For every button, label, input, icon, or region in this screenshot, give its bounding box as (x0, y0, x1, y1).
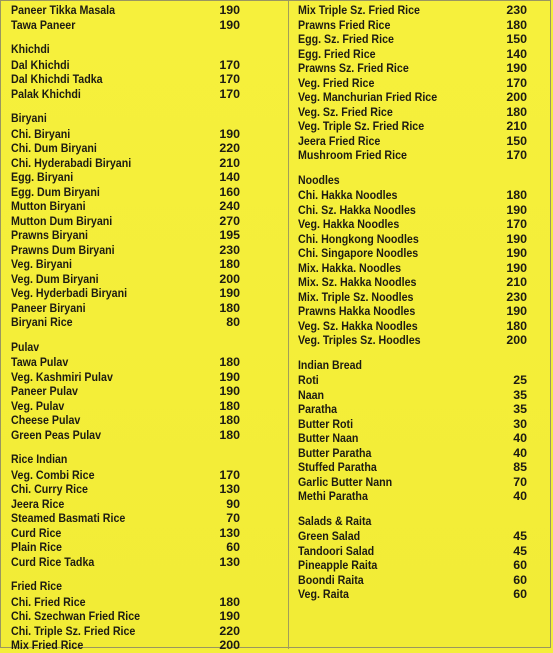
menu-item (298, 134, 552, 149)
menu-item-name: Veg. Manchurian Fried Rice (298, 90, 438, 104)
menu-item (298, 388, 552, 403)
menu-item-price: 140 (219, 170, 240, 184)
menu-item-price: 45 (513, 543, 527, 558)
menu-item-name: Egg. Sz. Fried Rice (298, 32, 394, 46)
menu-item-name: Tawa Paneer (11, 17, 76, 32)
menu-item-name: Chi. Hyderabadi Biryani (11, 155, 132, 170)
menu-item-price: 220 (219, 141, 240, 155)
menu-item-price: 170 (219, 72, 240, 86)
menu-item (11, 199, 283, 214)
menu-item (11, 555, 283, 570)
menu-item-price: 160 (219, 184, 240, 199)
menu-item-name: Pineapple Raita (298, 558, 378, 572)
menu-item (11, 127, 283, 142)
menu-item (298, 475, 552, 490)
menu-item-price: 200 (506, 333, 527, 347)
menu-item (11, 315, 283, 330)
menu-item (11, 511, 283, 526)
menu-item-price: 85 (513, 460, 527, 474)
menu-item-price: 40 (513, 431, 527, 445)
menu-item-price: 190 (506, 260, 527, 275)
menu-item-price: 220 (219, 623, 240, 638)
menu-item (298, 61, 552, 76)
menu-item (298, 217, 552, 232)
menu-item-name: Boondi Raita (298, 572, 364, 587)
menu-item (298, 18, 552, 33)
menu-item (11, 214, 283, 229)
menu-item-price: 170 (506, 148, 527, 162)
menu-item-price: 180 (219, 427, 240, 442)
menu-item (11, 156, 283, 171)
menu-item-price: 210 (219, 155, 240, 170)
menu-item-price: 190 (219, 126, 240, 141)
menu-item-name: Veg. Biryani (11, 257, 73, 271)
menu-item-name: Curd Rice Tadka (11, 554, 95, 569)
menu-item (298, 373, 552, 388)
menu-item-price: 70 (513, 474, 527, 489)
menu-item-price: 35 (513, 402, 527, 416)
menu-item-name: Mix. Triple Sz. Noodles (298, 289, 414, 304)
menu-item (298, 587, 552, 602)
menu-item (11, 497, 283, 512)
menu-item (11, 257, 283, 272)
menu-item (298, 76, 552, 91)
menu-item-name: Mix. Hakka. Noodles (298, 260, 402, 275)
menu-item (11, 272, 283, 287)
menu-item-price: 80 (226, 315, 240, 329)
menu-item (11, 399, 283, 414)
menu-item-name: Cheese Pulav (11, 413, 81, 427)
menu-item-name: Veg. Dum Biryani (11, 271, 99, 286)
menu-item-name: Veg. Triple Sz. Fried Rice (298, 119, 425, 133)
menu-item (11, 141, 283, 156)
menu-item-name: Roti (298, 373, 319, 387)
menu-item-name: Veg. Kashmiri Pulav (11, 369, 113, 384)
menu-item-name: Naan (298, 387, 325, 402)
menu-item-name: Prawns Dum Biryani (11, 242, 115, 257)
menu-item-price: 180 (506, 17, 527, 32)
menu-item-name: Veg. Sz. Fried Rice (298, 104, 393, 119)
menu-column-right (298, 3, 552, 602)
menu-item (11, 355, 283, 370)
menu-item-name: Butter Naan (298, 431, 359, 445)
menu-item (298, 558, 552, 573)
menu-item-price: 180 (219, 413, 240, 427)
menu-item-name: Egg. Biryani (11, 170, 74, 184)
menu-item-price: 150 (506, 133, 527, 148)
menu-item-name: Egg. Fried Rice (298, 46, 376, 61)
section-heading-noodles: Noodles (298, 172, 340, 187)
menu-column-left (11, 3, 283, 653)
menu-item-name: Chi. Biryani (11, 126, 71, 141)
menu-item-price: 190 (506, 246, 527, 260)
menu-item (11, 428, 283, 443)
menu-item (11, 3, 283, 18)
menu-item (298, 261, 552, 276)
menu-item (11, 540, 283, 555)
menu-item-name: Green Peas Pulav (11, 427, 102, 442)
menu-item (298, 417, 552, 432)
menu-item (298, 544, 552, 559)
section-heading-rice-indian: Rice Indian (11, 452, 68, 466)
menu-item-price: 230 (506, 3, 527, 17)
menu-item-price: 25 (513, 373, 527, 387)
menu-item (298, 431, 552, 446)
menu-item-price: 45 (513, 529, 527, 543)
menu-item-price: 170 (219, 467, 240, 482)
menu-item-price: 130 (219, 482, 240, 496)
menu-item-price: 90 (226, 496, 240, 511)
menu-item (298, 290, 552, 305)
menu-item-price: 180 (219, 355, 240, 369)
menu-item-name: Tandoori Salad (298, 543, 375, 558)
menu-item-name: Curd Rice (11, 525, 62, 540)
menu-item-price: 190 (219, 17, 240, 32)
menu-item-price: 130 (219, 525, 240, 540)
menu-item-name: Egg. Dum Biryani (11, 184, 100, 199)
menu-item-price: 190 (506, 231, 527, 246)
menu-item-name: Veg. Triples Sz. Hoodles (298, 333, 421, 347)
menu-item-price: 210 (506, 275, 527, 289)
menu-item-name: Veg. Combi Rice (11, 467, 95, 482)
menu-item (11, 286, 283, 301)
menu-item-price: 180 (219, 257, 240, 271)
menu-item-price: 180 (506, 104, 527, 119)
menu-item-name: Butter Paratha (298, 445, 372, 460)
menu-item-name: Mix Fried Rice (11, 638, 84, 652)
menu-item-price: 60 (513, 558, 527, 572)
menu-item-name: Steamed Basmati Rice (11, 511, 126, 525)
menu-item-price: 180 (506, 188, 527, 202)
menu-item (11, 370, 283, 385)
menu-item (298, 573, 552, 588)
menu-item (298, 333, 552, 348)
menu-item-name: Prawns Biryani (11, 228, 88, 242)
menu-item (298, 90, 552, 105)
menu-item (11, 413, 283, 428)
menu-item-price: 170 (506, 75, 527, 90)
menu-item-price: 190 (219, 369, 240, 384)
menu-item-price: 60 (513, 587, 527, 601)
section-heading-salads-and-raita: Salads & Raita (298, 513, 372, 528)
menu-item (298, 119, 552, 134)
menu-item-price: 200 (219, 638, 240, 652)
menu-item-price: 240 (219, 199, 240, 213)
menu-item-price: 40 (513, 489, 527, 503)
menu-item (298, 489, 552, 504)
menu-item-price: 190 (506, 304, 527, 318)
menu-item (11, 526, 283, 541)
menu-item-name: Mutton Biryani (11, 199, 86, 213)
menu-item-name: Veg. Hyderbadi Biryani (11, 286, 128, 300)
menu-item-name: Chi. Singapore Noodles (298, 246, 419, 260)
menu-item (298, 460, 552, 475)
menu-item-name: Chi. Sz. Hakka Noodles (298, 202, 416, 217)
menu-item-name: Chi. Szechwan Fried Rice (11, 609, 141, 623)
menu-item-price: 170 (219, 86, 240, 101)
menu-item-name: Veg. Pulav (11, 398, 65, 413)
menu-item-name: Mix. Sz. Hakka Noodles (298, 275, 417, 289)
menu-item (298, 148, 552, 163)
menu-item (11, 228, 283, 243)
menu-item-name: Methi Paratha (298, 489, 368, 503)
menu-item (11, 243, 283, 258)
menu-item-price: 190 (219, 384, 240, 398)
menu-item-price: 180 (506, 318, 527, 333)
section-heading-fried-rice: Fried Rice (11, 579, 63, 593)
menu-item (11, 301, 283, 316)
menu-item-price: 230 (506, 289, 527, 304)
menu-item-name: Paneer Pulav (11, 384, 78, 398)
menu-item-price: 200 (506, 90, 527, 104)
menu-item-price: 195 (219, 228, 240, 242)
menu-item (11, 595, 283, 610)
menu-item-price: 270 (219, 213, 240, 228)
menu-item-name: Mutton Dum Biryani (11, 213, 113, 228)
menu-item-name: Garlic Butter Nann (298, 474, 393, 489)
menu-item-name: Chi. Hakka Noodles (298, 188, 398, 202)
menu-item-price: 180 (219, 594, 240, 609)
menu-item (11, 624, 283, 639)
menu-item-price: 140 (506, 46, 527, 61)
menu-item-name: Green Salad (298, 529, 361, 543)
menu-item (298, 304, 552, 319)
menu-item-price: 180 (219, 300, 240, 315)
menu-item (11, 638, 283, 653)
menu-item-name: Dal Khichdi Tadka (11, 72, 103, 86)
menu-item-price: 200 (219, 271, 240, 286)
menu-item (11, 58, 283, 73)
menu-item (298, 188, 552, 203)
menu-item (298, 246, 552, 261)
menu-item (298, 203, 552, 218)
menu-item-name: Chi. Hongkong Noodles (298, 231, 419, 246)
menu-item (11, 170, 283, 185)
menu-item-price: 170 (506, 217, 527, 231)
menu-item-price: 70 (226, 511, 240, 525)
menu-item-price: 190 (506, 202, 527, 217)
menu-item-price: 35 (513, 387, 527, 402)
section-heading-pulav: Pulav (11, 339, 40, 354)
menu-item-name: Dal Khichdi (11, 57, 70, 72)
section-heading-biryani: Biryani (11, 111, 47, 125)
menu-item (11, 384, 283, 399)
menu-item (298, 32, 552, 47)
menu-item-price: 190 (219, 3, 240, 17)
menu-item-name: Paratha (298, 402, 338, 416)
menu-item (298, 275, 552, 290)
menu-item-name: Prawns Sz. Fried Rice (298, 61, 409, 75)
menu-item-price: 40 (513, 445, 527, 460)
menu-item-price: 190 (219, 609, 240, 623)
menu-item (11, 72, 283, 87)
menu-item (298, 47, 552, 62)
menu-item-name: Stuffed Paratha (298, 460, 377, 474)
menu-item-name: Chi. Triple Sz. Fried Rice (11, 623, 136, 638)
menu-item-name: Veg. Fried Rice (298, 75, 375, 90)
menu-item-price: 60 (513, 572, 527, 587)
menu-item-name: Chi. Dum Biryani (11, 141, 97, 155)
menu-item (11, 468, 283, 483)
menu-item-name: Veg. Sz. Hakka Noodles (298, 318, 418, 333)
menu-item (298, 446, 552, 461)
menu-item (11, 609, 283, 624)
menu-item (298, 529, 552, 544)
menu-item-price: 60 (226, 540, 240, 554)
menu-item-name: Butter Roti (298, 416, 354, 431)
menu-item-name: Prawns Fried Rice (298, 17, 391, 32)
menu-item-name: Chi. Curry Rice (11, 482, 88, 496)
menu-item-name: Palak Khichdi (11, 86, 81, 101)
menu-item-price: 190 (219, 286, 240, 300)
menu-item-price: 130 (219, 554, 240, 569)
menu-item (298, 232, 552, 247)
menu-item (298, 319, 552, 334)
menu-item-price: 190 (506, 61, 527, 75)
section-heading-indian-bread: Indian Bread (298, 357, 362, 372)
menu-item-price: 170 (219, 57, 240, 72)
menu-item-price: 230 (219, 242, 240, 257)
menu-item (11, 482, 283, 497)
menu-item (298, 402, 552, 417)
menu-item-name: Paneer Biryani (11, 300, 86, 315)
menu-item-price: 150 (506, 32, 527, 46)
menu-item-name: Veg. Hakka Noodles (298, 217, 400, 231)
menu-item-name: Veg. Raita (298, 587, 349, 601)
column-divider (288, 1, 289, 649)
menu-item-name: Tawa Pulav (11, 355, 69, 369)
menu-item (298, 3, 552, 18)
menu-item-price: 210 (506, 119, 527, 133)
menu-item-price: 180 (219, 398, 240, 413)
menu-item (11, 185, 283, 200)
menu-item-price: 30 (513, 416, 527, 431)
menu-item-name: Chi. Fried Rice (11, 594, 86, 609)
menu-item (11, 18, 283, 33)
section-heading-khichdi: Khichdi (11, 42, 50, 56)
menu-item-name: Mix Triple Sz. Fried Rice (298, 3, 420, 17)
menu-item-name: Prawns Hakka Noodles (298, 304, 416, 318)
menu-item-name: Mushroom Fried Rice (298, 148, 407, 162)
menu-item-name: Paneer Tikka Masala (11, 3, 116, 17)
menu-item-name: Biryani Rice (11, 315, 73, 329)
menu-item-name: Jeera Rice (11, 496, 65, 511)
menu-item-name: Jeera Fried Rice (298, 133, 381, 148)
menu-item (298, 105, 552, 120)
menu-item (11, 87, 283, 102)
menu-item-name: Plain Rice (11, 540, 62, 554)
